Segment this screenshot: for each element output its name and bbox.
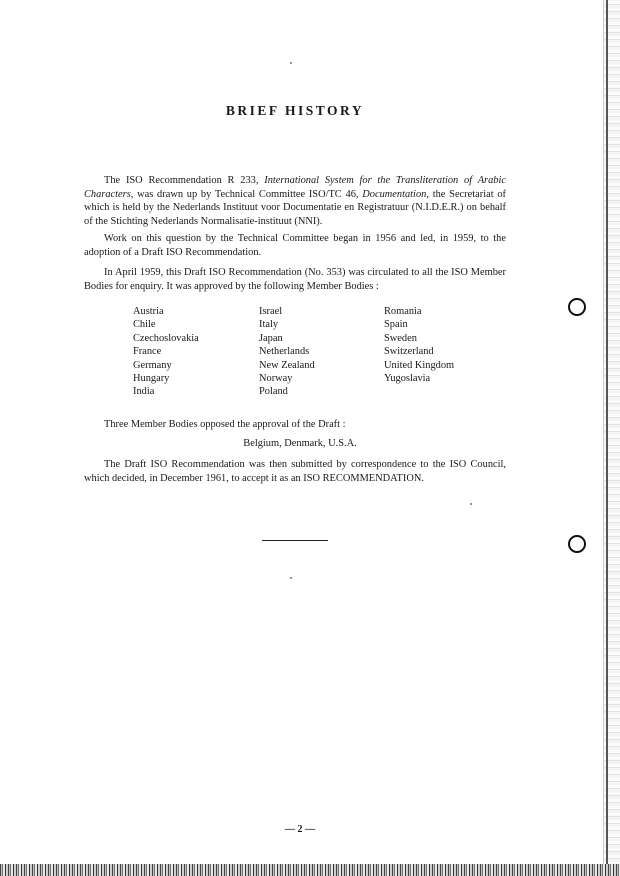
member-body: Sweden [384,332,417,344]
origin-committee-italic: Documentation [362,188,427,200]
member-body: New Zealand [259,359,315,371]
paragraph-origin [84,174,506,228]
member-body: Romania [384,306,422,317]
scan-speck [290,577,292,579]
member-body: Czechoslovakia [133,332,199,344]
section-divider [262,540,328,541]
page-edge-line [606,0,608,865]
member-body: Chile [133,319,156,331]
origin-text-3: , the Secretariat of which is held by the Nederlands Instituut voor Documentatie en Registratuur (N.I.D.E.R.) on behalf of the Stichting Nederlands Normalisatie-instituut (NNI). [84,188,506,227]
member-body: Netherlands [259,346,310,358]
member-body: Austria [133,306,164,317]
enquiry-text: In April 1959, this Draft ISO Recommendation (No. 353) was circulated to all the ISO Member Bodies for enquiry. It was approved by the following Member Bodies : [84,267,506,292]
paragraph-work [84,232,506,259]
work-text: Work on this question by the Technical Committee began in 1956 and led, in 1959, to the adoption of a Draft ISO Recommendation. [84,233,506,258]
paragraph-enquiry [84,266,506,293]
origin-text-2: , was drawn up by Technical Committee ISO/TC 46, [130,188,363,200]
opposed-bodies: Belgium, Denmark, U.S.A. [243,438,357,449]
member-body: Hungary [133,373,170,385]
member-body: Yugoslavia [384,373,431,385]
member-body: Japan [259,332,283,344]
punch-hole-icon [568,535,586,553]
member-body: Switzerland [384,346,434,358]
member-column-2 [259,305,315,399]
origin-text-1: The ISO Recommendation R 233, [104,175,265,186]
punch-hole-icon [568,298,586,316]
scanned-bottom-edge [0,864,620,876]
member-body: India [133,386,155,398]
member-body: Israel [259,306,283,317]
member-column-1 [133,305,199,399]
scan-speck [470,503,472,505]
member-column-3 [384,305,454,385]
member-body: United Kingdom [384,359,455,371]
member-body: Germany [133,359,172,371]
member-body: Italy [259,319,279,331]
member-body: Norway [259,373,293,385]
council-text: The Draft ISO Recommendation was then submitted by correspondence to the ISO Council, which decided, in December 1961, to accept it as an ISO RECOMMENDATION. [84,459,506,484]
origin-title-italic: International System for the Transliteration of Arabic Characters [84,175,506,200]
paragraph-council [84,458,506,485]
member-body: France [133,346,162,358]
page-title: BRIEF HISTORY [225,103,365,118]
member-body: Poland [259,386,288,398]
scan-speck [290,62,292,64]
opposition-text: Three Member Bodies opposed the approval of the Draft : [104,419,346,430]
page-number: — 2 — [285,824,315,835]
member-body: Spain [384,319,408,331]
paragraph-opposition [84,418,506,432]
